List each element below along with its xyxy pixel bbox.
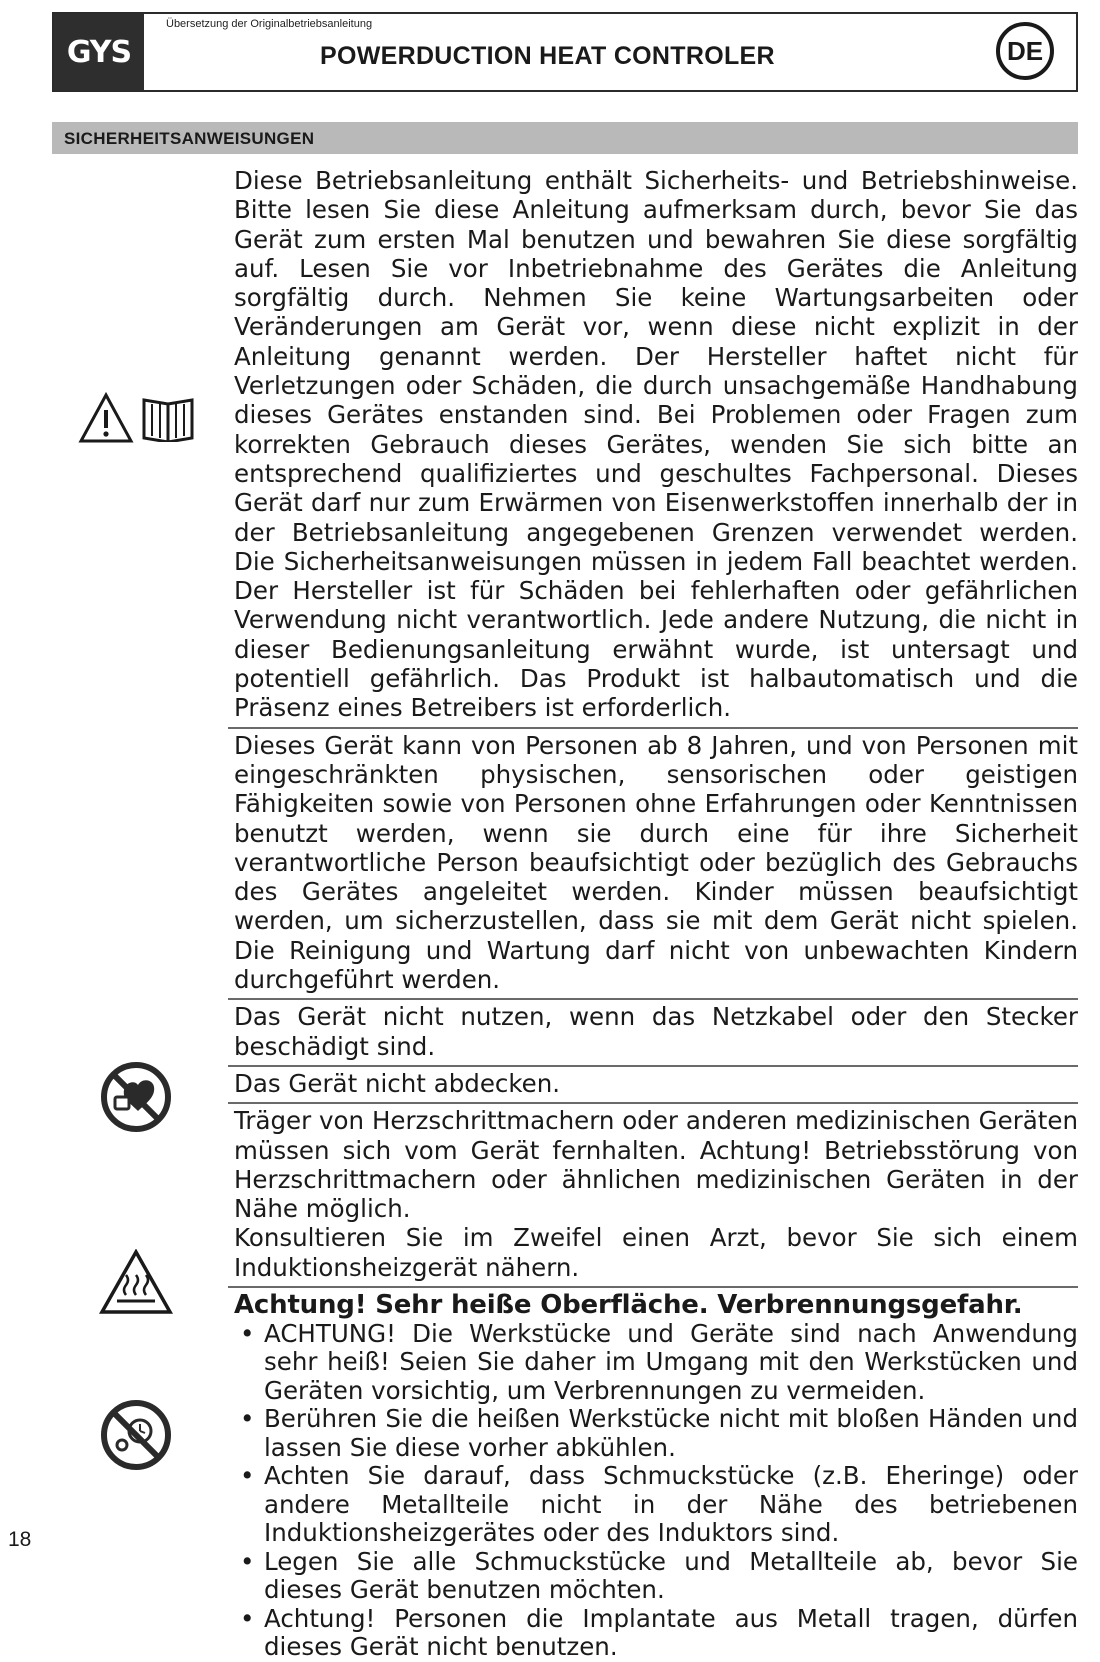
hot-surface-icon bbox=[99, 1249, 173, 1315]
gys-logo: GYS bbox=[54, 14, 144, 90]
page-number: 18 bbox=[8, 1528, 32, 1551]
warning-triangle-icon bbox=[78, 392, 134, 444]
list-item: • ACHTUNG! Die Werkstücke und Geräte sind nach Anwendung sehr heiß! Seien Sie daher im Umgang mit den Werkstücken und Geräten vorsichtig, um Verbrennungen zu vermeiden. bbox=[234, 1320, 1078, 1406]
list-item: • Achten Sie darauf, dass Schmuckstücke (z.B. Eheringe) oder andere Metallteile nicht in der Nähe des betriebenen Induktionsheizgerätes oder des Induktors sind. bbox=[234, 1462, 1078, 1548]
read-manual-icon bbox=[140, 394, 196, 442]
pacemaker-paragraph: Träger von Herzschrittmachern oder anderen medizinischen Geräten müssen sich vom Gerät fernhalten. Achtung! Betriebsstörung von Herzschrittmachern oder ähnlichen medizinischen Geräten in der Nähe möglich. bbox=[228, 1102, 1078, 1223]
document-title: POWERDUCTION HEAT CONTROLER bbox=[320, 42, 775, 70]
doctor-paragraph: Konsultieren Sie im Zweifel einen Arzt, bevor Sie sich einem Induktionsheizgerät nähern. bbox=[234, 1223, 1078, 1282]
cover-paragraph: Das Gerät nicht abdecken. bbox=[228, 1065, 1078, 1102]
children-paragraph: Dieses Gerät kann von Personen ab 8 Jahren, und von Personen mit eingeschränkten physischen, sensorischen oder geistigen Fähigkeiten sowie von Personen ohne Erfahrungen oder Kenntnissen benutzt werden, wenn sie durch eine für ihre Sicherheit verantwortliche Person beaufsichtigt oder bezüglich des Gebrauchs des Gerätes angeleitet werden. Kinder müssen beaufsichtigt werden, um sicherzustellen, dass sie mit dem Gerät nicht spielen. Die Reinigung und Wartung darf nicht von unbewachten Kindern durchgeführt werden. bbox=[228, 727, 1078, 999]
hot-surface-heading: Achtung! Sehr heiße Oberfläche. Verbrennungsgefahr. bbox=[234, 1289, 1023, 1320]
intro-paragraph: Diese Betriebsanleitung enthält Sicherheits- und Betriebshinweise. Bitte lesen Sie diese Anleitung aufmerksam durch, bevor Sie das Gerät zum ersten Mal benutzen und bewahren Sie diese sorgfältig auf. Lesen Sie vor Inbetriebnahme des Gerätes die Anleitung sorgfältig durch. Nehmen Sie keine Wartungsarbeiten oder Veränderungen am Gerät vor, wenn diese nicht explizit in der Anleitung genannt werden. Der Hersteller haftet nicht für Verletzungen oder Schäden, die durch unsachgemäße Handhabung dieses Gerätes enstanden sind. Bei Problemen oder Fragen zum korrekten Gebrauch dieses Gerätes, wenden Sie sich bitte an entsprechend qualifiziertes und geschultes Fachpersonal. Dieses Gerät darf nur zum Erwärmen von Eisenwerkstoffen innerhalb der in der Betriebsanleitung angegebenen Grenzen verwendet werden. Die Sicherheitsanweisungen müssen in jedem Fall beachtet werden. Der Hersteller ist für Schäden bei fehlerhaften oder gefährlichen Verwendung nicht verantwortlich. Jede andere Nutzung, die nicht in dieser Bedienungsanleitung erwähnt wurde, ist untersagt und potentiell gefährlich. Das Produkt ist halbautomatisch und die Präsenz eines Betreibers ist erforderlich. bbox=[234, 166, 1078, 723]
section-header-bar bbox=[52, 122, 1078, 154]
document-header bbox=[52, 12, 1078, 92]
no-pacemaker-icon bbox=[100, 1061, 172, 1133]
language-badge: DE bbox=[996, 22, 1054, 80]
cable-paragraph: Das Gerät nicht nutzen, wenn das Netzkabel oder den Stecker beschädigt sind. bbox=[228, 998, 1078, 1065]
list-item: • Berühren Sie die heißen Werkstücke nicht mit bloßen Händen und lassen Sie diese vorher abkühlen. bbox=[234, 1405, 1078, 1462]
hot-surface-list bbox=[228, 1320, 1078, 1662]
hot-surface-section bbox=[228, 1286, 1078, 1662]
safety-instructions-content bbox=[228, 166, 1078, 1662]
no-metal-objects-icon bbox=[100, 1399, 172, 1471]
translation-note: Übersetzung der Originalbetriebsanleitung bbox=[166, 18, 373, 30]
list-item: • Achtung! Personen die Implantate aus Metall tragen, dürfen dieses Gerät nicht benutzen. bbox=[234, 1605, 1078, 1662]
list-item: • Legen Sie alle Schmuckstücke und Metallteile ab, bevor Sie dieses Gerät benutzen möchten. bbox=[234, 1548, 1078, 1605]
section-title: SICHERHEITSANWEISUNGEN bbox=[64, 129, 315, 148]
